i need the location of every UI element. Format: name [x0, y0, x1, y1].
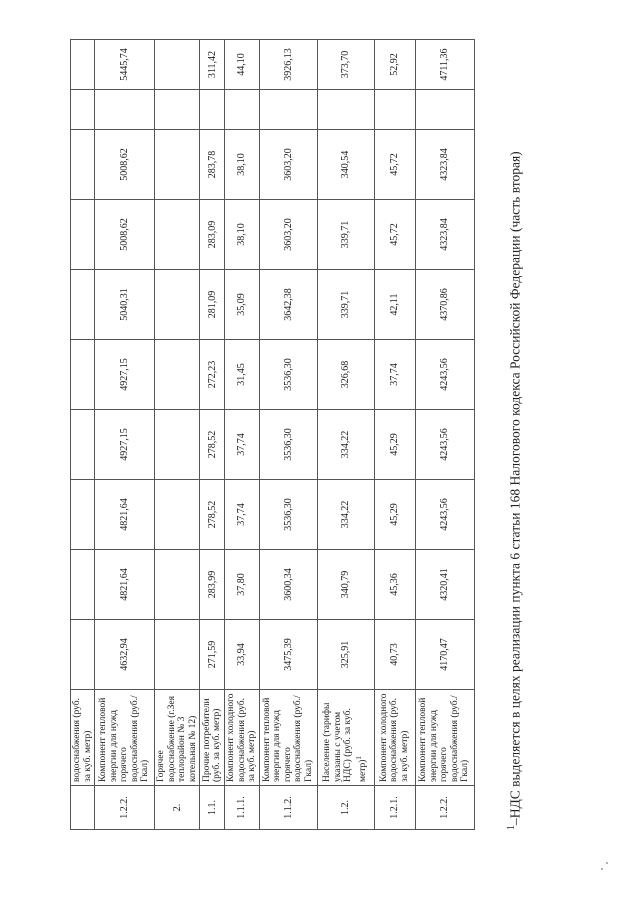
tariff-value-cell: 3600,34 [259, 550, 317, 620]
tariff-value-cell: 340,79 [317, 550, 374, 620]
row-name [95, 690, 155, 786]
tariff-value-cell: 272,23 [200, 340, 225, 410]
tariff-value-cell [225, 90, 260, 130]
tariff-value-cell: 4821,64 [95, 550, 155, 620]
row-name-text: Население (тарифы указаны с учетом НДС) (руб. за куб. метр) [322, 702, 369, 782]
tariff-value-cell: 4370,86 [415, 270, 474, 340]
tariff-value-cell [317, 90, 374, 130]
tariff-value-cell: 38,10 [225, 200, 260, 270]
tariff-value-cell: 4243,56 [415, 480, 474, 550]
row-name [225, 690, 260, 786]
tariff-value-cell: 325,91 [317, 620, 374, 690]
table-row [415, 40, 474, 830]
tariff-value-cell: 340,54 [317, 130, 374, 200]
row-name-text: Компонент холодного водоснабжения (руб. за куб. метр) [226, 693, 257, 782]
tariff-value-cell [71, 200, 95, 270]
row-code: 1.1. [200, 786, 225, 830]
table-row [200, 40, 225, 830]
tariff-value-cell: 4320,41 [415, 550, 474, 620]
row-code: 1.1.1. [225, 786, 260, 830]
tariff-value-cell: 339,71 [317, 200, 374, 270]
tariff-value-cell [155, 340, 200, 410]
table-row [225, 40, 260, 830]
tariff-value-cell: 281,09 [200, 270, 225, 340]
row-name [259, 690, 317, 786]
tariff-value-cell: 5008,62 [95, 130, 155, 200]
tariff-value-cell [155, 480, 200, 550]
tariff-value-cell: 4323,84 [415, 200, 474, 270]
tariff-value-cell: 4927,15 [95, 340, 155, 410]
tariff-value-cell: 42,11 [374, 270, 415, 340]
scan-speck [601, 868, 603, 870]
tariff-value-cell: 4243,56 [415, 410, 474, 480]
tariff-value-cell: 278,52 [200, 410, 225, 480]
tariff-value-cell [71, 340, 95, 410]
tariff-value-cell [71, 410, 95, 480]
row-name [317, 690, 374, 786]
tariff-value-cell: 3603,20 [259, 130, 317, 200]
tariff-value-cell: 373,70 [317, 40, 374, 90]
tariff-value-cell: 37,80 [225, 550, 260, 620]
tariff-value-cell: 45,29 [374, 480, 415, 550]
tariff-value-cell: 4243,56 [415, 340, 474, 410]
tariff-value-cell: 4170,47 [415, 620, 474, 690]
tariff-value-cell [71, 480, 95, 550]
tariff-value-cell: 334,22 [317, 480, 374, 550]
row-code [71, 786, 95, 830]
row-name [415, 690, 474, 786]
tariff-value-cell: 3642,38 [259, 270, 317, 340]
row-name-text: Компонент холодного водоснабжения (руб. за куб. метр) [378, 693, 410, 782]
row-code: 1.2.1. [374, 786, 415, 830]
tariff-value-cell: 3603,20 [259, 200, 317, 270]
table-row [317, 40, 374, 830]
tariff-value-cell: 283,99 [200, 550, 225, 620]
footnote-text: –НДС выделяется в целях реализации пункта 6 статьи 168 Налогового кодекса Российской Федерации (часть вторая) [507, 151, 523, 825]
tariff-value-cell [71, 130, 95, 200]
row-name-text: водоснабжения (руб. за куб. метр) [72, 697, 93, 782]
tariff-value-cell: 44,10 [225, 40, 260, 90]
tariff-value-cell: 4821,64 [95, 480, 155, 550]
tariff-value-cell: 278,52 [200, 480, 225, 550]
tariff-value-cell: 3536,30 [259, 480, 317, 550]
tariff-table [70, 39, 475, 830]
tariff-value-cell [71, 270, 95, 340]
tariff-value-cell: 339,71 [317, 270, 374, 340]
table-row [374, 40, 415, 830]
tariff-value-cell: 4927,15 [95, 410, 155, 480]
tariff-value-cell: 5008,62 [95, 200, 155, 270]
tariff-value-cell: 37,74 [374, 340, 415, 410]
tariff-value-cell: 52,92 [374, 40, 415, 90]
tariff-value-cell: 37,74 [225, 480, 260, 550]
tariff-value-cell [259, 90, 317, 130]
row-name [155, 690, 200, 786]
rotated-landscape-content [70, 40, 523, 830]
tariff-value-cell: 5445,74 [95, 40, 155, 90]
tariff-value-cell: 4711,36 [415, 40, 474, 90]
tariff-value-cell [155, 90, 200, 130]
tariff-value-cell [374, 90, 415, 130]
table-row [95, 40, 155, 830]
tariff-value-cell: 283,09 [200, 200, 225, 270]
scan-speck [606, 862, 608, 864]
tariff-value-cell: 40,73 [374, 620, 415, 690]
row-name-text: Компонент тепловой энергии для нужд горячего водоснабжения (руб./Гкал) [98, 695, 151, 782]
tariff-value-cell [155, 410, 200, 480]
row-code: 1.2. [317, 786, 374, 830]
tariff-value-cell [155, 620, 200, 690]
row-name-footnote-mark: 1 [354, 756, 363, 760]
tariff-value-cell: 311,42 [200, 40, 225, 90]
tariff-value-cell: 38,10 [225, 130, 260, 200]
row-name [71, 690, 95, 786]
tariff-value-cell: 45,72 [374, 130, 415, 200]
row-name-text: Компонент тепловой энергии для нужд горячего водоснабжения (руб./Гкал) [418, 695, 471, 782]
footnote-mark: 1 [506, 825, 517, 830]
tariff-value-cell: 3536,30 [259, 340, 317, 410]
tariff-value-cell: 271,59 [200, 620, 225, 690]
tariff-value-cell: 334,22 [317, 410, 374, 480]
tariff-value-cell [71, 550, 95, 620]
tariff-value-cell: 326,68 [317, 340, 374, 410]
tariff-value-cell: 33,94 [225, 620, 260, 690]
row-name-text: Прочие потребители (руб. за куб. метр) [201, 698, 222, 782]
tariff-value-cell [71, 620, 95, 690]
tariff-value-cell [155, 200, 200, 270]
tariff-value-cell: 35,09 [225, 270, 260, 340]
tariff-value-cell: 3926,13 [259, 40, 317, 90]
row-name [200, 690, 225, 786]
tariff-value-cell: 4632,94 [95, 620, 155, 690]
tariff-value-cell: 283,78 [200, 130, 225, 200]
tariff-value-cell [155, 270, 200, 340]
table-row [71, 40, 95, 830]
tariff-value-cell [155, 130, 200, 200]
tariff-value-cell: 5040,31 [95, 270, 155, 340]
row-name-text: Горячее водоснабжение (г.Зея теплорайон № 3 котельная № 12) [156, 696, 198, 782]
tariff-value-cell: 3475,39 [259, 620, 317, 690]
tariff-value-cell [415, 90, 474, 130]
row-name-text: Компонент тепловой энергии для нужд горячего водоснабжения (руб./Гкал) [261, 695, 314, 782]
tariff-value-cell: 3536,30 [259, 410, 317, 480]
row-code: 1.1.2. [259, 786, 317, 830]
tariff-value-cell [71, 90, 95, 130]
tariff-value-cell [95, 90, 155, 130]
tariff-value-cell: 37,74 [225, 410, 260, 480]
footnote [504, 151, 524, 830]
row-code: 1.2.2. [95, 786, 155, 830]
tariff-value-cell: 45,36 [374, 550, 415, 620]
tariff-value-cell: 45,72 [374, 200, 415, 270]
table-row [155, 40, 200, 830]
tariff-value-cell [71, 40, 95, 90]
table-row [259, 40, 317, 830]
tariff-value-cell [155, 550, 200, 620]
tariff-value-cell [200, 90, 225, 130]
tariff-value-cell: 45,29 [374, 410, 415, 480]
row-code: 2. [155, 786, 200, 830]
row-name [374, 690, 415, 786]
tariff-value-cell: 31,45 [225, 340, 260, 410]
tariff-value-cell [155, 40, 200, 90]
tariff-value-cell: 4323,84 [415, 130, 474, 200]
row-code: 1.2.2. [415, 786, 474, 830]
